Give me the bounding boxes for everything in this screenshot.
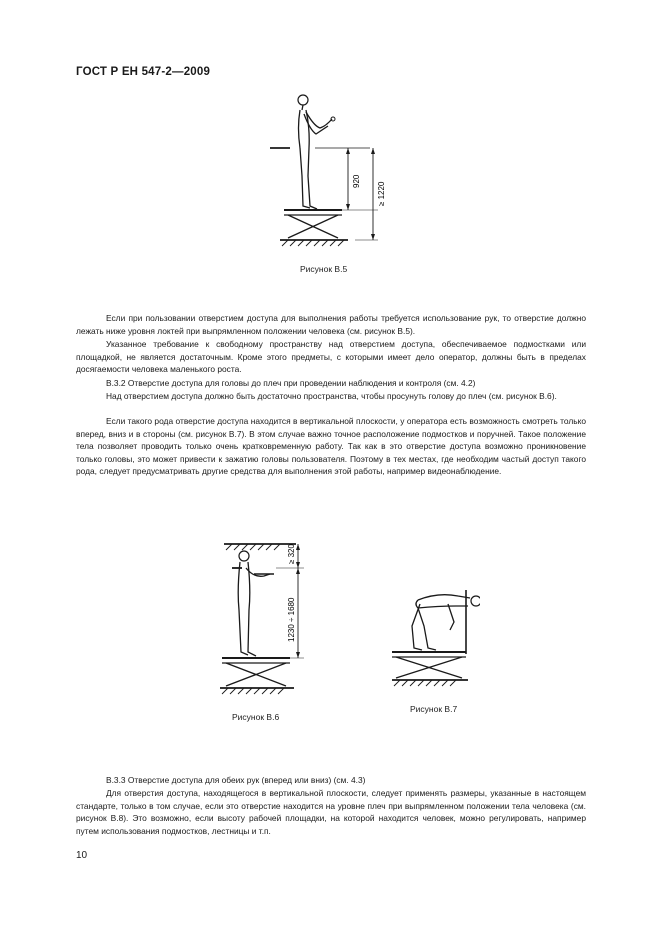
page-number: 10 [76,850,88,861]
paragraph-2: Указанное требование к свободному пространству над отверстием доступа, обеспечиваемое подмостками или площадкой, не является достаточным. Кроме этого предметы, с которыми имеет дело оператор, должны быть в пределах досягаемости человека маленького роста. [76,339,586,375]
b6-dim-320: ≥ 320 [287,544,296,564]
figure-b6 [218,520,318,702]
paragraph-5: Для отверстия доступа, находящегося в вертикальной плоскости, следует применять размеры, указанные в настоящем стандарте, только в том случае, если это отверстие находится на уровне плеч при выпрямленном положении тела человека (см. рисунок B.8). Это возможно, если высоту рабочей площадки, на которой находится человек, можно регулировать, например путем использования подмостков, лестницы и т.п. [76,788,586,836]
paragraph-3: Над отверстием доступа должно быть достаточно пространства, чтобы просунуть голову до плеч (см. рисунок B.6). [106,391,557,401]
document-header: ГОСТ Р ЕН 547-2—2009 [76,66,211,78]
b5-dim-1220: ≥ 1220 [377,181,386,206]
b6-dim-range: 1230 ÷ 1680 [287,597,296,642]
b5-dim-920: 920 [352,174,361,188]
figure-b7-caption: Рисунок B.7 [410,704,458,714]
section-b33-heading: B.3.3 Отверстие доступа для обеих рук (вперед или вниз) (см. 4.3) [106,775,366,785]
paragraph-4: Если такого рода отверстие доступа находится в вертикальной плоскости, у оператора есть возможность смотреть только вперед, вниз и в стороны (см. рисунок B.7). В этом случае важно точное расположение подмостков и поручней. Такое положение тела позволяет проводить только очень кратковременную работу. Так как в это отверстие доступа возможно проникновение только головы, это может привести к зажатию головы пользователя. Поэтому в тех местах, где необходим частый доступ такого рода, следует предусматривать другие средства для выполнения этой работы, например видеонаблюдение. [76,416,586,477]
figure-b5 [270,88,390,248]
section-b32-heading: B.3.2 Отверстие доступа для головы до плеч при проведении наблюдения и контроля (см. 4.2) [106,378,476,388]
paragraph-1: Если при пользовании отверстием доступа для выполнения работы требуется использование рук, то отверстие должно лежать ниже уровня локтей при выпрямленном положении человека (см. рисунок B.5). [76,313,586,336]
figure-b6-caption: Рисунок B.6 [232,712,280,722]
figure-b5-caption: Рисунок B.5 [300,264,348,274]
figure-b7 [388,582,480,694]
